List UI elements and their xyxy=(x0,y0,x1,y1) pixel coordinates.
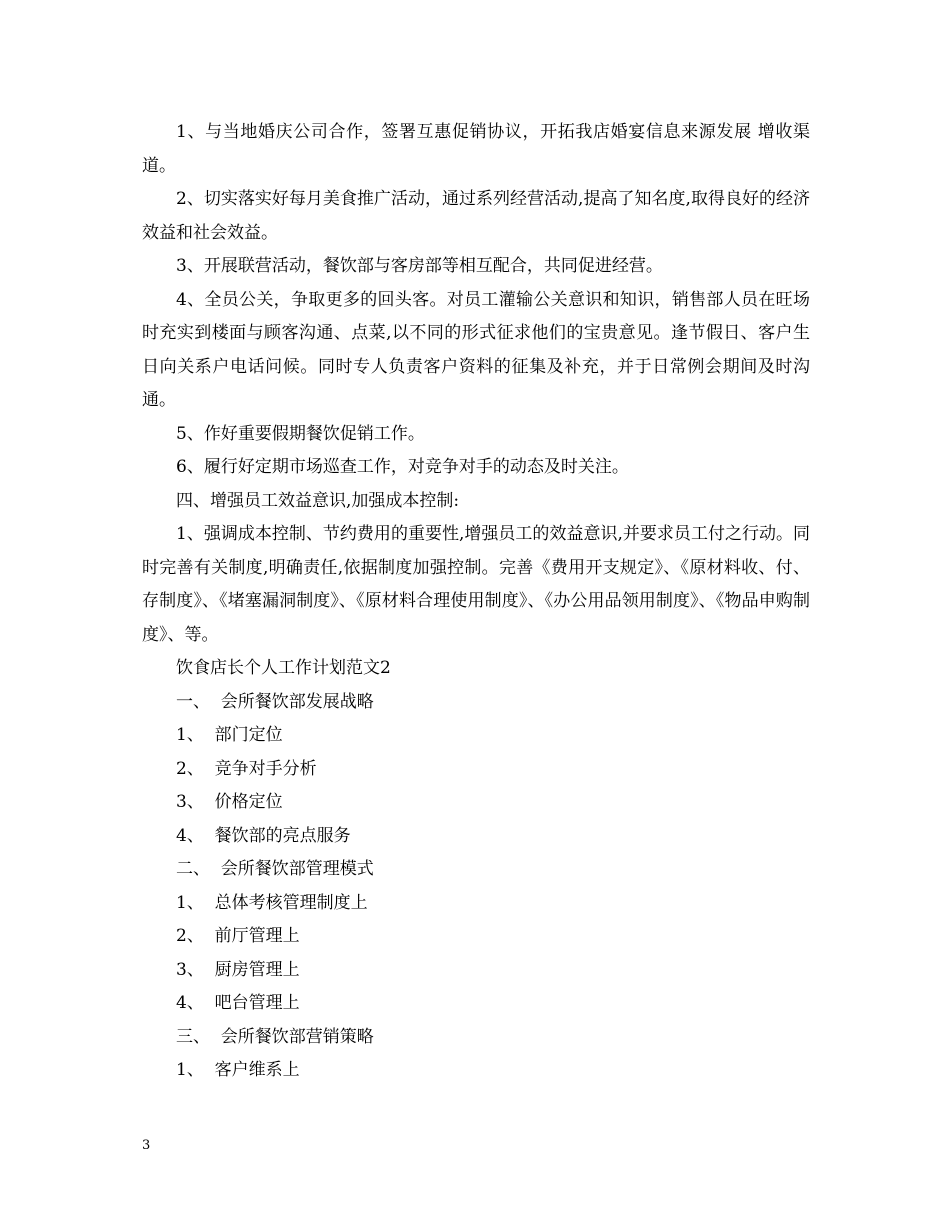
list-item-price-positioning: 3、 价格定位 xyxy=(176,792,283,812)
paragraph-3: 3、开展联营活动，餐饮部与客房部等相互配合，共同促进经营。 xyxy=(176,256,663,276)
paragraph-cost-control: 1、强调成本控制、节约费用的重要性,增强员工的效益意识,并要求员工付之行动。同时完善有关制度,明确责任,依据制度加强控制。完善《费用开支规定》、《原材料收、付、存制度》、《堵塞漏洞制度》、《原材料合理使用制度》、《办公用品领用制度》、《物品申购制度》、等。 xyxy=(142,524,810,645)
list-item-highlight-service: 4、 餐饮部的亮点服务 xyxy=(176,825,351,846)
list-item-customer-maintenance: 1、 客户维系上 xyxy=(176,1060,300,1080)
list-item-department-positioning: 1、 部门定位 xyxy=(176,725,283,745)
heading-management-model: 二、 会所餐饮部管理模式 xyxy=(176,859,374,879)
document-subtitle: 饮食店长个人工作计划范文2 xyxy=(176,658,391,678)
page-number: 3 xyxy=(142,1138,151,1153)
heading-marketing-strategy: 三、 会所餐饮部营销策略 xyxy=(176,1026,374,1047)
paragraph-1: 1、与当地婚庆公司合作，签署互惠促销协议，开拓我店婚宴信息来源发展 增收渠道。 xyxy=(142,122,810,176)
list-item-competitor-analysis: 2、 竞争对手分析 xyxy=(176,758,317,779)
paragraph-2: 2、切实落实好每月美食推广活动，通过系列经营活动,提高了知名度,取得良好的经济效益和社会效益。 xyxy=(142,189,810,243)
list-item-kitchen: 3、 厨房管理上 xyxy=(176,959,300,980)
section-heading-4: 四、增强员工效益意识,加强成本控制: xyxy=(176,490,460,511)
list-item-bar: 4、 吧台管理上 xyxy=(176,993,300,1013)
paragraph-6: 6、履行好定期市场巡查工作，对竞争对手的动态及时关注。 xyxy=(176,457,629,477)
list-item-assessment-system: 1、 总体考核管理制度上 xyxy=(176,892,368,913)
document-body xyxy=(142,116,810,1088)
list-item-front-hall: 2、 前厅管理上 xyxy=(176,926,300,946)
heading-development-strategy: 一、 会所餐饮部发展战略 xyxy=(176,691,374,712)
paragraph-5: 5、作好重要假期餐饮促销工作。 xyxy=(176,423,425,444)
paragraph-4: 4、全员公关，争取更多的回头客。对员工灌输公关意识和知识，销售部人员在旺场时充实到楼面与顾客沟通、点菜,以不同的形式征求他们的宝贵意见。逢节假日、客户生日向关系户电话问候。同时专人负责客户资料的征集及补充，并于日常例会期间及时沟通。 xyxy=(142,289,810,410)
